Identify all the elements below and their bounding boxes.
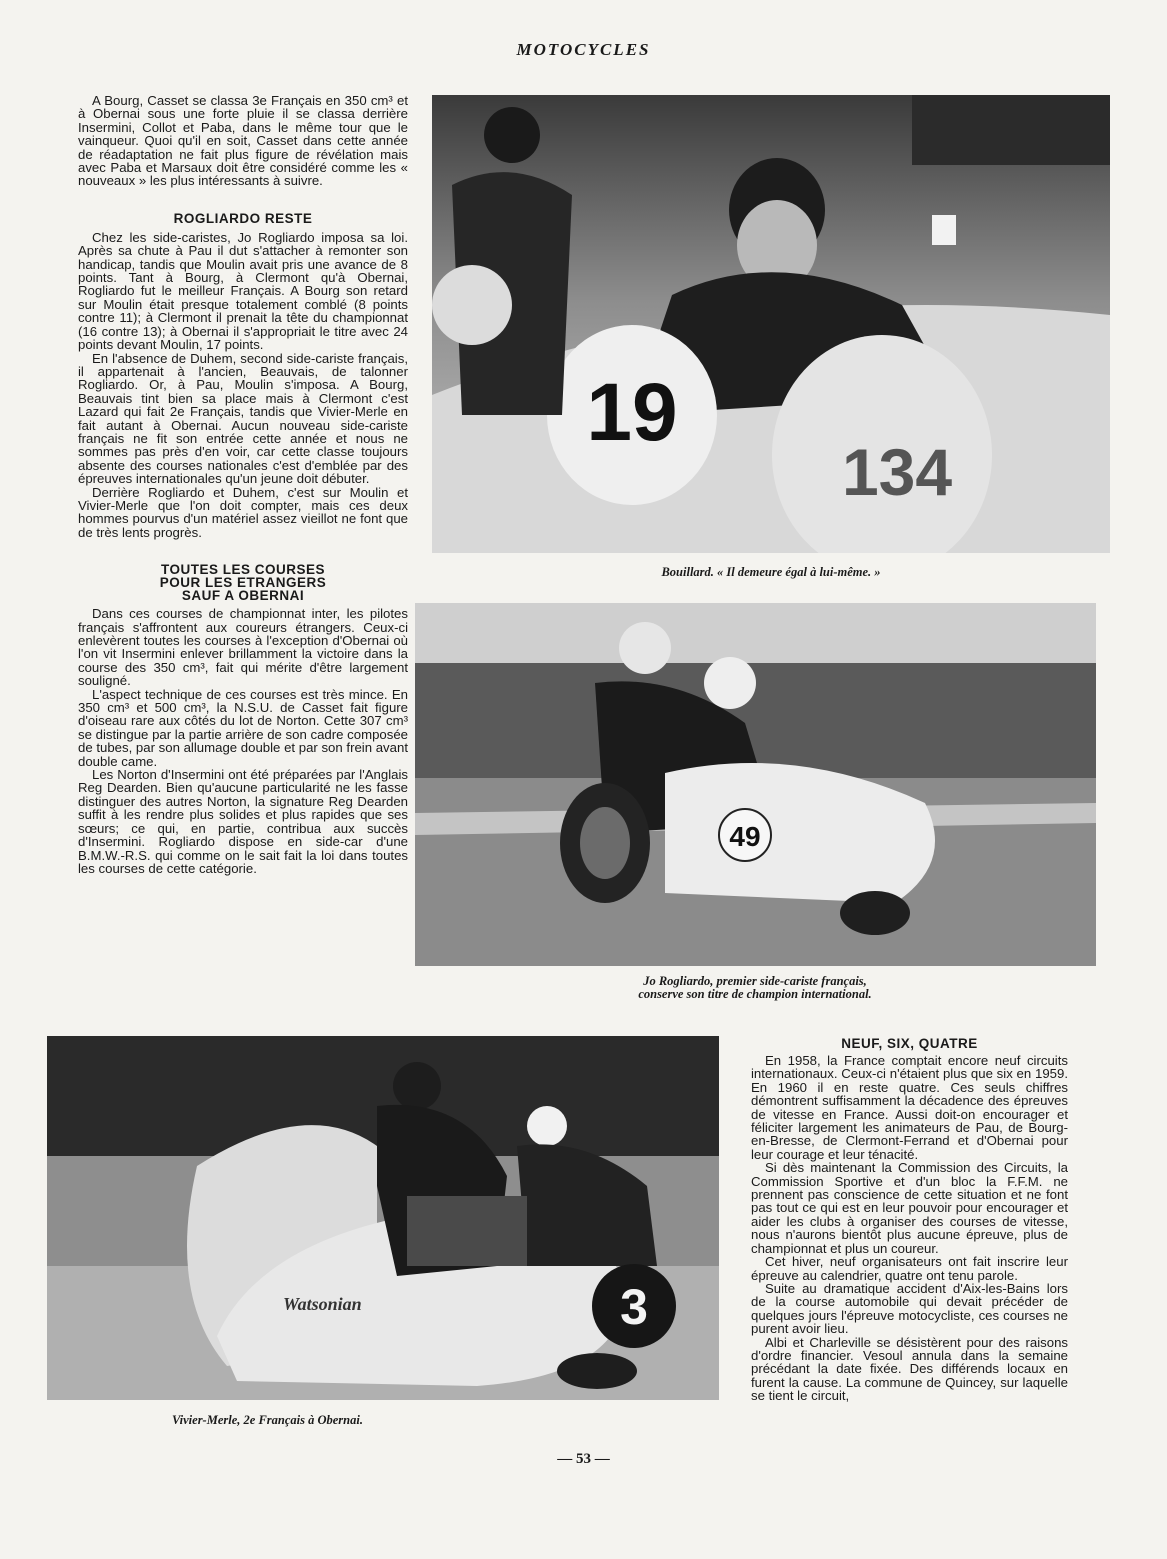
section-heading-neuf-six-quatre: NEUF, SIX, QUATRE — [841, 1036, 978, 1051]
photo-rogliardo-image — [415, 603, 1096, 966]
photo-bouillard — [432, 95, 1110, 553]
photo-vivier-merle-caption: Vivier-Merle, 2e Français à Obernai. — [172, 1413, 363, 1427]
heading-line: TOUTES LES COURSES — [160, 562, 326, 578]
section-heading-etrangers — [78, 563, 408, 602]
paragraph: En 1958, la France comptait encore neuf circuits internationaux. Ceux-ci n'étaient plus que six en 1959. En 1960 il en reste quatre. Ces seuls chiffres démontrent suffisamment la décadence des épreuves de vitesse en France. Aussi doit-on encourager et féliciter largement les animateurs de Pau, de Bourg-en-Bresse, de Clermont-Ferrand et d'Obernai pour leur courage et leur ténacité. — [751, 1053, 1068, 1162]
paragraph: Les Norton d'Insermini ont été préparées par l'Anglais Reg Dearden. Bien qu'aucune particularité ne les fasse distinguer des autres Norton, la signature Reg Dearden suffit à les rendre plus solides et plus rapides que ses sœurs; ce qui, en partie, contribua aux succès d'Insermini. Rogliardo dispose en side-car d'une B.M.W.-R.S. qui comme on le sait fait la loi dans toutes les courses de cette catégorie. — [78, 767, 408, 876]
page-number: — 53 — — [557, 1451, 610, 1467]
heading-line: SAUF A OBERNAI — [181, 588, 305, 604]
paragraph: Si dès maintenant la Commission des Circuits, la Commission Sportive et d'un bloc la F.F.M. ne prennent pas conscience de cette situation et ne font pas tout ce qui est en leur pouvoir pour encourager et aider les clubs à organiser des courses de vitesse, nous n'aurons bientôt plus aucune épreuve, plus de championnat et plus un coureur. — [751, 1160, 1068, 1256]
caption-line: Jo Rogliardo, premier side-cariste français, — [643, 974, 867, 988]
paragraph: Albi et Charleville se désistèrent pour des raisons d'ordre financier. Vesoul annula dans la semaine précédant la date fixée. Des différends locaux en furent la cause. La commune de Quincey, sur laquelle se tient le circuit, — [751, 1334, 1068, 1404]
photo-vivier-merle — [47, 1036, 719, 1400]
paragraph: Chez les side-caristes, Jo Rogliardo imposa sa loi. Après sa chute à Pau il dut s'attacher à remonter son handicap, tandis que Moulin avait pris une avance de 8 points. Tant à Bourg, à Clermont qu'à Obernai, Rogliardo fut le meilleur Français. A Bourg son retard sur Moulin était presque totalement comblé (8 points contre 11); à Clermont il prenait la tête du championnat (16 contre 13); à Obernai il s'appropriait le titre avec 24 points devant Moulin, 17 points. — [78, 229, 408, 353]
running-header: MOTOCYCLES — [516, 40, 651, 59]
paragraph: Dans ces courses de championnat inter, les pilotes français s'affrontent aux coureurs étrangers. Ceux-ci enlevèrent toutes les courses à l'exception d'Obernai où l'on vit Insermini enlever brillamment la victoire dans la course des 350 cm³, fait qui mérite d'être largement souligné. — [78, 606, 408, 689]
paragraph: L'aspect technique de ces courses est très mince. En 350 cm³ et 500 cm³, la N.S.U. de Casset fait figure d'oiseau rare aux côtés du lot de Norton. Cette 307 cm³ se distingue par la partie arrière de son cadre composée de tubes, par son allumage double et par son frein avant double came. — [78, 686, 408, 769]
photo-vivier-merle-image — [47, 1036, 719, 1400]
paragraph: En l'absence de Duhem, second side-cariste français, il appartenait à l'ancien, Beauvais, de talonner Rogliardo. Or, à Pau, Moulin s'imposa. A Bourg, Beauvais tint bien sa place mais à Clermont c'est Lazard qui fait 2e Français, tandis que Vivier-Merle en fait autant à Obernai. Aucun nouveau side-cariste français ne fit son entrée cette année et nous ne sommes pas près d'en voir, car cette classe toujours absente des courses nationales c'est d'emblée par des épreuves internationales qu'un jeune doit débuter. — [78, 350, 408, 487]
race-number-3: 3 — [620, 1279, 648, 1335]
photo-rogliardo-caption — [450, 975, 1060, 1001]
caption-line: conserve son titre de champion international. — [638, 987, 872, 1001]
intro-paragraph: A Bourg, Casset se classa 3e Français en 350 cm³ et à Obernai sous une forte pluie il se classa derrière Insermini, Collot et Paba, dans le même tour que le vainqueur. Quoi qu'il en soit, Casset dans cette année de réadaptation ne fait plus figure de révélation mais avec Paba et Marsaux doit être considéré comme les « nouveaux » les plus intéressants à suivre. — [78, 93, 408, 189]
watsonian-logo: Watsonian — [283, 1294, 362, 1314]
paragraph: Derrière Rogliardo et Duhem, c'est sur Moulin et Vivier-Merle que l'on doit compter, mais ces deux hommes pourvus d'un matériel assez vieillot ne font que de très lents progrès. — [78, 484, 408, 540]
section-heading-rogliardo: ROGLIARDO RESTE — [173, 210, 313, 226]
paragraph: Cet hiver, neuf organisateurs ont fait inscrire leur épreuve au calendrier, quatre ont tenu parole. — [751, 1254, 1068, 1283]
race-number-19: 19 — [586, 367, 678, 458]
photo-bouillard-image — [432, 95, 1110, 553]
paragraph: Suite au dramatique accident d'Aix-les-Bains lors de la course automobile qui devait précéder de quelques jours l'épreuve motocycliste, ces courses ne purent avoir lieu. — [751, 1280, 1068, 1337]
left-column — [78, 94, 408, 875]
photo-rogliardo — [415, 603, 1096, 966]
heading-line: POUR LES ETRANGERS — [159, 575, 327, 591]
race-number-134: 134 — [841, 435, 953, 509]
photo-bouillard-caption: Bouillard. « Il demeure égal à lui-même. » — [661, 565, 881, 579]
right-column — [751, 1037, 1068, 1403]
race-number-49: 49 — [729, 821, 761, 852]
